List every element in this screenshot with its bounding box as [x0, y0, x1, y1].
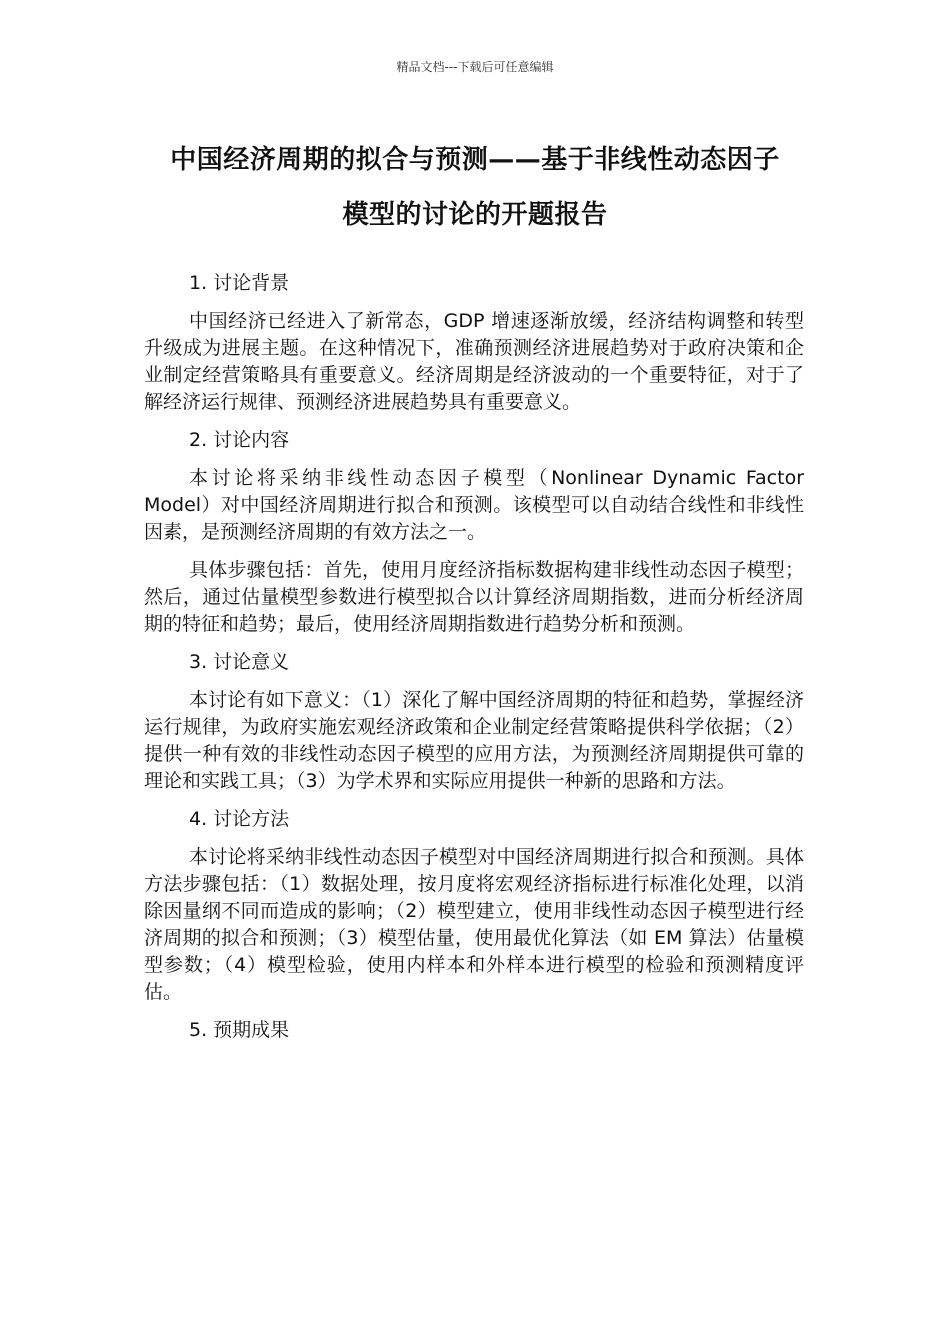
paragraph-content-2: 具体步骤包括：首先，使用月度经济指标数据构建非线性动态因子模型；然后，通过估量模型参数进行模型拟合以计算经济周期指数，进而分析经济周期的特征和趋势；最后，使用经济周期指数进行趋势分析和预测。 — [144, 559, 804, 635]
document-title-line-2: 模型的讨论的开题报告 — [342, 200, 608, 230]
section-heading-expected-results: 5. 预期成果 — [189, 1019, 290, 1041]
paragraph-content-1: 本讨论将采纳非线性动态因子模型（Nonlinear Dynamic Factor Model）对中国经济周期进行拟合和预测。该模型可以自动结合线性和非线性因素，是预测经济周期的有效方法之一。 — [144, 467, 804, 543]
section-heading-significance: 3. 讨论意义 — [189, 651, 290, 673]
paragraph-significance: 本讨论有如下意义：（1）深化了解中国经济周期的特征和趋势，掌握经济运行规律，为政府实施宏观经济政策和企业制定经营策略提供科学依据；（2）提供一种有效的非线性动态因子模型的应用方法，为预测经济周期提供可靠的理论和实践工具；（3）为学术界和实际应用提供一种新的思路和方法。 — [144, 689, 804, 792]
section-heading-method: 4. 讨论方法 — [189, 808, 290, 830]
document-title-line-1: 中国经济周期的拟合与预测——基于非线性动态因子 — [170, 145, 780, 175]
paragraph-background: 中国经济已经进入了新常态，GDP 增速逐渐放缓，经济结构调整和转型升级成为进展主题。在这种情况下，准确预测经济进展趋势对于政府决策和企业制定经营策略具有重要意义。经济周期是经济波动的一个重要特征，对于了解经济运行规律、预测经济进展趋势具有重要意义。 — [144, 310, 804, 413]
document-body — [144, 270, 804, 1055]
section-heading-background: 1. 讨论背景 — [189, 272, 290, 294]
paragraph-method: 本讨论将采纳非线性动态因子模型对中国经济周期进行拟合和预测。具体方法步骤包括：（1）数据处理，按月度将宏观经济指标进行标准化处理，以消除因量纲不同而造成的影响；（2）模型建立，使用非线性动态因子模型进行经济周期的拟合和预测；（3）模型估量，使用最优化算法（如 EM 算法）估量模型参数；（4）模型检验，使用内样本和外样本进行模型的检验和预测精度评估。 — [144, 846, 804, 1003]
section-heading-content: 2. 讨论内容 — [189, 429, 290, 451]
page-header: 精品文档---下载后可任意编辑 — [396, 60, 554, 74]
